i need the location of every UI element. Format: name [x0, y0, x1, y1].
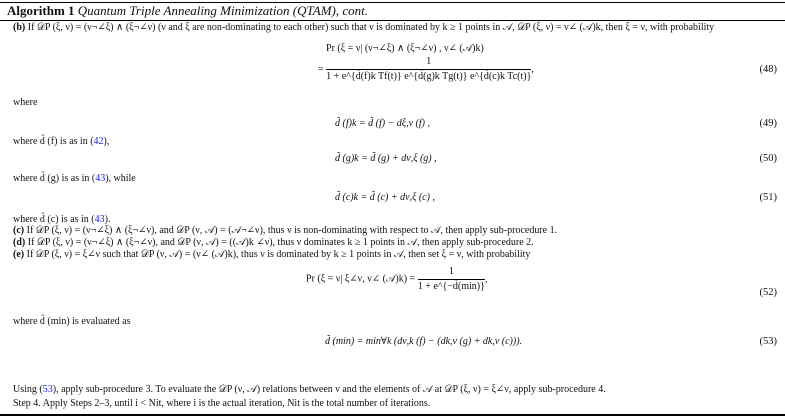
where-f-post: ),: [103, 136, 110, 147]
step-b-text: If 𝒟P (ξ, ν) = (ν¬∠ξ) ∧ (ξ¬∠ν) (ν and ξ are non-dominating to each other) such that ν is dominated by k ≥ 1 points in 𝒜, 𝒟P (ξ, ν) = ν∠ (𝒜)k, then ξ = ν, with probability: [27, 22, 715, 33]
step-e-label: (e): [13, 249, 25, 260]
step-e: [13, 249, 530, 261]
eq48-denominator: 1 + e^{d̃(f)k Tf(t)} e^{d̃(g)k Tg(t)} e^{d̃(c)k Tc(t)}: [326, 71, 532, 82]
eq48-fraction: [326, 56, 531, 83]
where-c-post: ).: [104, 214, 111, 225]
step-d-text: If 𝒟P (ξ, ν) = (ν¬∠ξ) ∧ (ξ¬∠ν), and 𝒟P (ν, 𝒜) = ((𝒜)k ∠ν), thus ν dominates k ≥ 1 points in 𝒜, then apply sub-procedure 2.: [27, 237, 534, 248]
equation-50: d̃ (g)k = d̃ (g) + dν,ξ (g) ,: [335, 153, 437, 164]
step-e-text: If 𝒟P (ξ, ν) = ξ∠ν such that 𝒟P (ν, 𝒜) = (ν∠ (𝒜)k), thus ν is dominated by k ≥ 1 points in 𝒜, then set ξ = ν, with probability: [26, 249, 531, 260]
using-pre: Using (: [13, 384, 43, 395]
step-d-label: (d): [13, 237, 26, 248]
using-post: ), apply sub-procedure 3. To evaluate the 𝒟P (ν, 𝒜) relations between ν and the elements of 𝒜 at 𝒟P (ξ, ν) = ξ∠ν, apply sub-procedure 4.: [52, 384, 606, 395]
equation-48-line1: [326, 43, 484, 55]
bottom-rule: [0, 414, 785, 416]
eq52-fraction: [418, 266, 485, 293]
equation-number-53: (53): [759, 336, 777, 347]
step-d: [13, 237, 534, 249]
eq48-comma: ,: [531, 63, 534, 75]
where-c-pre: where d̃ (c) is as in (: [13, 214, 95, 225]
where-text-1: where: [13, 97, 38, 108]
equation-number-49: (49): [759, 118, 777, 129]
algorithm-label: Algorithm 1: [7, 3, 75, 18]
eq52-numerator: 1: [418, 266, 485, 280]
where-g-pre: where d̃ (g) is as in (: [13, 173, 96, 184]
equation-49: d̃ (f)k = d̃ (f) − dξ,ν (f) ,: [335, 118, 430, 129]
eq52-lhs: Pr (ξ = ν| ξ∠ν, ν∠ (𝒜)k) =: [306, 273, 416, 285]
where-f-pre: where d̃ (f) is as in (: [13, 136, 94, 147]
where-g-post: ), while: [105, 173, 136, 184]
step-c-label: (c): [13, 225, 25, 236]
eq52-comma: ,: [484, 273, 488, 285]
ref-42[interactable]: 42: [93, 136, 104, 147]
using-text: [13, 384, 606, 396]
eq48-numerator: 1: [326, 56, 531, 70]
equation-52: [306, 266, 487, 293]
algorithm-title: Quantum Triple Annealing Minimization (QTAM), cont.: [77, 3, 368, 18]
equation-number-52: (52): [759, 287, 777, 298]
step-4-text: Step 4. Apply Steps 2–3, until i < Nit, where i is the actual iteration, Nit is the total number of iterations.: [13, 398, 431, 409]
step-b: [13, 22, 714, 34]
ref-43-b[interactable]: 43: [94, 214, 105, 225]
equation-53: d̃ (min) = min∀k (dν,k (f) − (dk,ν (g) + dk,ν (c))).: [325, 336, 523, 347]
step-c-text: If 𝒟P (ξ, ν) = (ν¬∠ξ) ∧ (ξ¬∠ν), and 𝒟P (ν, 𝒜) = (𝒜¬∠ν), thus ν is non-dominating with respect to 𝒜, then apply sub-procedure 1.: [26, 225, 558, 236]
equation-number-51: (51): [759, 192, 777, 203]
equation-48-line2: [318, 56, 534, 83]
step-c: [13, 225, 557, 237]
equation-number-48: (48): [759, 64, 777, 75]
header-rule: [0, 20, 785, 21]
step-b-label: (b): [13, 22, 26, 33]
ref-43[interactable]: 43: [95, 173, 106, 184]
algorithm-header: [7, 3, 368, 19]
where-min-text: where d̃ (min) is evaluated as: [13, 316, 131, 327]
eq48-equals: =: [318, 63, 324, 75]
ref-53[interactable]: 53: [42, 384, 53, 395]
eq52-denominator: 1 + e^{−d̃(min)}: [417, 281, 485, 292]
equation-51: d̃ (c)k = d̃ (c) + dν,ξ (c) ,: [335, 192, 435, 203]
where-g-text: [13, 173, 136, 185]
equation-number-50: (50): [759, 153, 777, 164]
where-f-text: [13, 136, 109, 148]
eq48-lhs: Pr (ξ = ν| (ν¬∠ξ) ∧ (ξ¬∠ν) , ν∠ (𝒜)k): [326, 43, 484, 54]
